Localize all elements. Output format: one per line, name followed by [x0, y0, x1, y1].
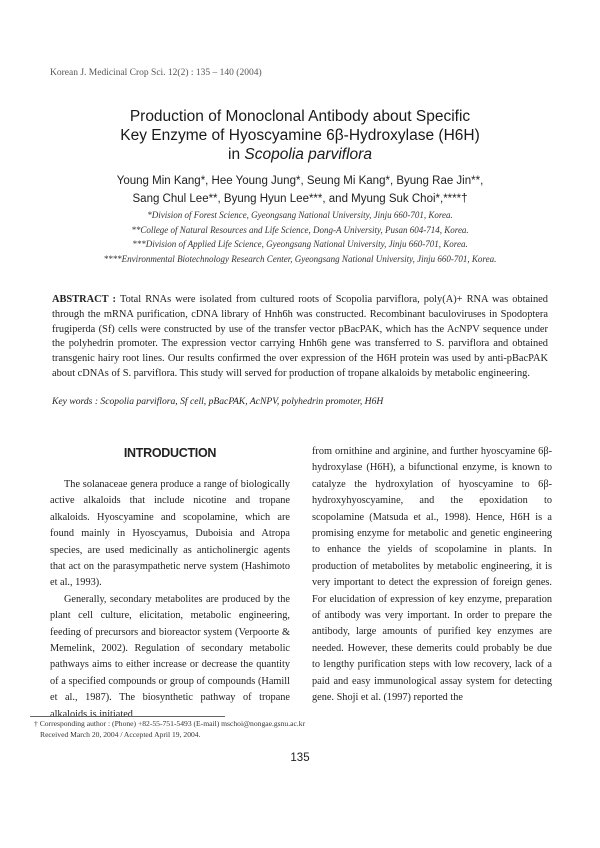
abstract-text: Total RNAs were isolated from cultured roots of Scopolia parviflora, poly(A)+ RNA was obtained through the mRNA purification, cDNA library of Hnh6h was constructed. Recombinant baculoviruses in Spodoptera frugiperda (Sf) cells were constructed by use of the transfer vector pBacPAK, which has the AcNPV sequence under the polyhedrin promoter. The expression vector carrying Hnh6h gene was transferred to S. parviflora and obtained transgenic hairy root lines. Our results confirmed the over expression of the H6H protein was used by anti-pBacPAK about cDNAs of S. parviflora. This study will served for production of tropane alkaloids by metabolic engineering. [52, 294, 548, 379]
authors-line-2: Sang Chul Lee**, Byung Hyun Lee***, and Myung Suk Choi*,****† [132, 193, 468, 205]
footnote [34, 718, 305, 740]
journal-citation: Korean J. Medicinal Crop Sci. 12(2) : 135 – 140 (2004) [50, 68, 262, 78]
title-line-3: in Scopolia parviflora [228, 146, 372, 163]
intro-paragraph-continued: from ornithine and arginine, and further hyoscyamine 6β-hydroxylase (H6H), a bifunctional enzyme, is known to catalyze the hydroxylation of hyoscyamine to 6β-hydroxyhyoscyamine, and the epoxidation to scopolamine (Matsuda et al., 1998). Hence, H6H is a promising enzyme for metabolic and genetic engineering to enhance the yields of scopolamine in plants. In production of metabolites by metabolic engineering, it is very important to detect the expression of foreign genes. For elucidation of expression of key enzyme, preparation of antibody was very important. In order to prepare the antibody, large amounts of purified key enzymes are needed. However, these demerits could probably be due to lengthy purification steps with low recovery, lack of a paid and easy immunological assay system for detecting gene. Shoji et al. (1997) reported the [312, 446, 552, 704]
affiliations [0, 208, 600, 266]
affiliation-2: **College of Natural Resources and Life Science, Dong-A University, Pusan 604-714, Korea. [131, 224, 469, 235]
abstract-label: ABSTRACT : [52, 294, 120, 305]
footnote-divider [30, 716, 225, 717]
intro-paragraph-2: Generally, secondary metabolites are produced by the plant cell culture, elicitation, metabolic engineering, feeding of precursors and bioreactor system (Verpoorte & Memelink, 2002). Regulation of secondary metabolic pathways aims to either increase or decrease the quantity of a specified compounds or group of compounds (Hamill et al., 1987). The biosynthetic pathway of tropane alkaloids is initiated [50, 593, 290, 720]
corresponding-author: † Corresponding author : (Phone) +82-55-751-5493 (E-mail) mschoi@nongae.gsnu.ac.kr [34, 719, 306, 728]
affiliation-4: ****Environmental Biotechnology Research Center, Gyeongsang National University, Jinju 660-701, Korea. [103, 253, 497, 264]
title-species: Scopolia parviflora [244, 146, 372, 163]
abstract [52, 293, 548, 382]
right-column [312, 444, 552, 707]
left-column [50, 444, 290, 723]
keywords-label: Key words : [52, 396, 101, 407]
keywords-text: Scopolia parviflora, Sf cell, pBacPAK, AcNPV, polyhedrin promoter, H6H [100, 396, 384, 407]
intro-paragraph-1: The solanaceae genera produce a range of biologically active alkaloids that include nicotine and tropane alkaloids. Hyoscyamine and scopolamine, which are found mainly in Hyoscyamus, Duboisia and Atropa species, are used medicinally as anticholinergic agents that act on the parasympathetic nerve system (Hashimoto et al., 1993). [50, 479, 290, 589]
affiliation-1: *Division of Forest Science, Gyeongsang National University, Jinju 660-701, Korea. [147, 210, 453, 220]
authors-line-1: Young Min Kang*, Hee Young Jung*, Seung Mi Kang*, Byung Rae Jin**, [116, 175, 484, 187]
title-line-2: Key Enzyme of Hyoscyamine 6β-Hydroxylase (H6H) [120, 127, 480, 144]
paper-title [0, 107, 600, 164]
page-number: 135 [290, 752, 310, 764]
keywords [52, 396, 548, 407]
affiliation-3: ***Division of Applied Life Science, Gyeongsang National University, Jinju 660-701, Korea. [132, 239, 468, 249]
received-date: Received March 20, 2004 / Accepted April 19, 2004. [40, 730, 201, 739]
author-list [0, 172, 600, 208]
introduction-heading: INTRODUCTION [123, 446, 217, 460]
title-line-1: Production of Monoclonal Antibody about Specific [129, 108, 471, 125]
